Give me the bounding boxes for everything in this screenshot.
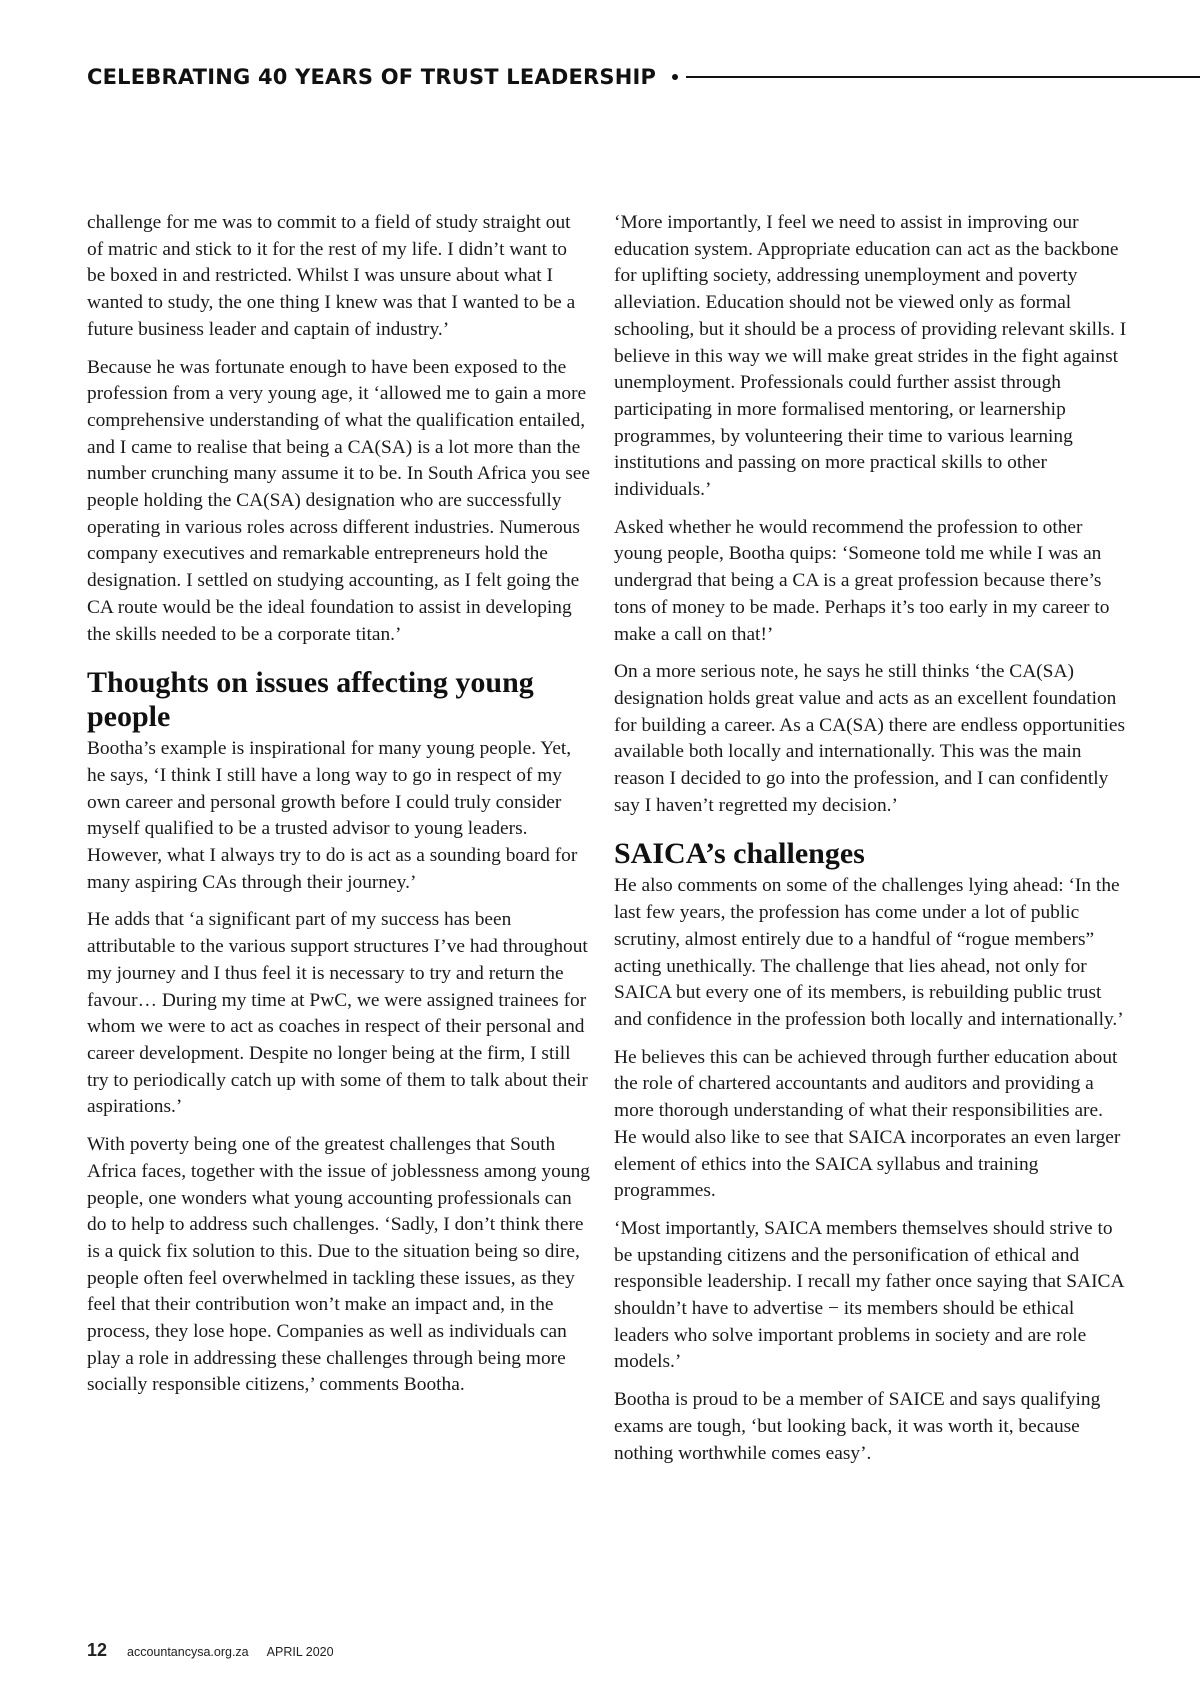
article-paragraph: On a more serious note, he says he still thinks ‘the CA(SA) designation holds great value and acts as an excellent foundation for building a career. As a CA(SA) there are endless opportunities available both locally and internationally. This was the main reason I decided to go into the profession, and I can confidently say I haven’t regretted my decision.’ xyxy=(614,661,1126,816)
article-paragraph: He believes this can be achieved through further education about the role of chartered accountants and auditors and providing a more thorough understanding of what their responsibilities are. He would also like to see that SAICA incorporates an even larger element of ethics into the SAICA syllabus and training programmes. xyxy=(614,1046,1121,1202)
section-heading-young-people: Thoughts on issues affecting young people xyxy=(87,666,534,734)
section-heading-saica-challenges: SAICA’s challenges xyxy=(614,837,865,871)
article-paragraph: Because he was fortunate enough to have been exposed to the profession from a very young age, it ‘allowed me to gain a more comprehensive understanding of what the qualification entailed, and I came to realise that being a CA(SA) is a lot more than the number crunching many assume it to be. In South Africa you see people holding the CA(SA) designation who are successfully operating in various roles across different industries. Numerous company executives and remarkable entrepreneurs hold the designation. I settled on studying accounting, as I felt going the CA route would be the ideal foundation to assist in developing the skills needed to be a corporate titan.’ xyxy=(87,356,590,645)
header-rule-line xyxy=(686,76,1200,78)
header-title: CELEBRATING 40 YEARS OF TRUST LEADERSHIP xyxy=(87,65,657,89)
article-paragraph: ‘More importantly, I feel we need to assist in improving our education system. Appropriate education can act as the backbone for uplifting society, addressing unemployment and poverty alleviation. Education should not be viewed only as formal schooling, but it should be a process of providing relevant skills. I believe in this way we will make great strides in the fight against unemployment. Professionals could further assist through participating in more formalised mentoring, or learnership programmes, by volunteering their time to various learning institutions and passing on more practical skills to other individuals.’ xyxy=(614,212,1127,501)
running-header xyxy=(87,62,1200,92)
article-paragraph: He adds that ‘a significant part of my success has been attributable to the various support structures I’ve had throughout my journey and I thus feel it is necessary to try and return the favour… During my time at PwC, we were assigned trainees for whom we were to act as coaches in respect of their personal and career development. Despite no longer being at the firm, I still try to periodically catch up with some of them to talk about their aspirations.’ xyxy=(87,909,588,1118)
page-number: 12 xyxy=(87,1640,108,1660)
article-column-left xyxy=(87,210,590,1410)
article-column-right xyxy=(614,210,1129,1478)
header-bullet-dot xyxy=(672,74,678,80)
article-paragraph: Bootha is proud to be a member of SAICE and says qualifying exams are tough, ‘but looking back, it was worth it, because nothing worthwhile comes easy’. xyxy=(614,1389,1101,1464)
article-paragraph: Bootha’s example is inspirational for many young people. Yet, he says, ‘I think I still have a long way to go in respect of my own career and personal growth before I could truly consider myself qualified to be a trusted advisor to young leaders. However, what I always try to do is act as a sounding board for many aspiring CAs through their journey.’ xyxy=(87,738,578,893)
article-paragraph: He also comments on some of the challenges lying ahead: ‘In the last few years, the profession has come under a lot of public scrutiny, almost entirely due to a handful of “rogue members” acting unethically. The challenge that lies ahead, not only for SAICA but every one of its members, is rebuilding public trust and confidence in the profession both locally and internationally.’ xyxy=(614,875,1124,1030)
footer-issue-date: APRIL 2020 xyxy=(266,1645,334,1659)
article-paragraph: Asked whether he would recommend the profession to other young people, Bootha quips: ‘Someone told me while I was an undergrad that being a CA is a great profession because there’s tons of money to be made. Perhaps it’s too early in my career to make a call on that!’ xyxy=(614,516,1110,645)
article-paragraph: challenge for me was to commit to a field of study straight out of matric and stick to it for the rest of my life. I didn’t want to be boxed in and restricted. Whilst I was unsure about what I wanted to study, the one thing I knew was that I wanted to be a future business leader and captain of industry.’ xyxy=(87,212,576,340)
page-footer xyxy=(87,1640,334,1661)
article-paragraph: With poverty being one of the greatest challenges that South Africa faces, together with the issue of joblessness among young people, one wonders what young accounting professionals can do to help to address such challenges. ‘Sadly, I don’t think there is a quick fix solution to this. Due to the situation being so dire, people often feel overwhelmed in tackling these issues, as they feel that their contribution won’t make an impact and, in the process, they lose hope. Companies as well as individuals can play a role in addressing these challenges through being more socially responsible citizens,’ comments Bootha. xyxy=(87,1134,590,1396)
article-paragraph: ‘Most importantly, SAICA members themselves should strive to be upstanding citizens and the personification of ethical and responsible leadership. I recall my father once saying that SAICA shouldn’t have to advertise − its members should be ethical leaders who solve important problems in society and are role models.’ xyxy=(614,1217,1124,1373)
footer-website: accountancysa.org.za xyxy=(127,1645,249,1659)
